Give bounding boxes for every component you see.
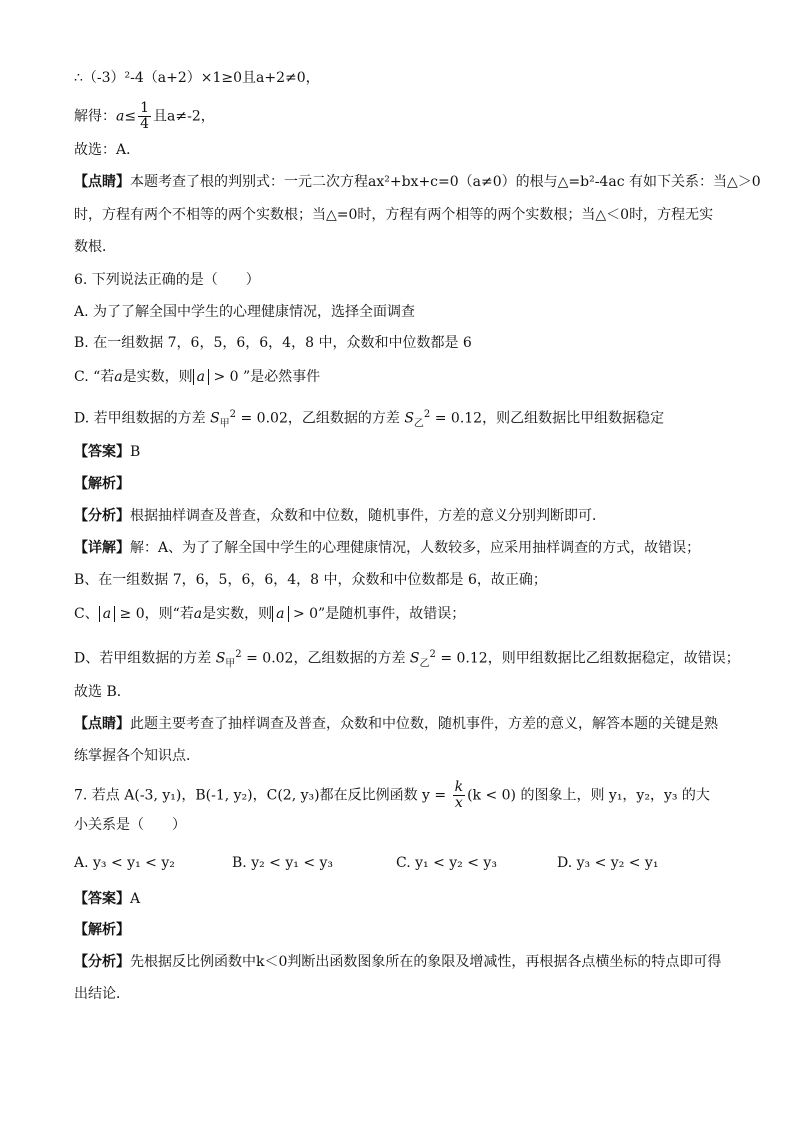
text-line [74, 538, 700, 558]
text: > 0 ”是必然事件 [209, 369, 321, 385]
tag-label: 【解析】 [74, 476, 130, 492]
text: 时，方程有两个不相等的两个实数根；当△=0时，方程有两个相等的两个实数根；当△＜0时，方程无实 [74, 207, 714, 223]
numerator: k [454, 779, 464, 795]
text: A. 为了了解全国中学生的心理健康情况，选择全面调查 [74, 304, 416, 320]
text: 故选 B． [74, 684, 131, 700]
text-line [74, 570, 547, 590]
tag-label: 【分析】 [74, 954, 130, 970]
text: 解：A、为了了解全国中学生的心理健康情况，人数较多，应采用抽样调查的方式，故错误； [130, 540, 701, 556]
question-7-stem [74, 780, 710, 811]
text: 小关系是（ ） [74, 817, 186, 833]
subscript: 甲 [225, 658, 236, 670]
option-a [74, 853, 175, 873]
analysis-tag [74, 474, 130, 494]
abs-value: a [99, 606, 115, 622]
text-line [74, 68, 320, 88]
tag-label: 【点睛】 [74, 716, 130, 732]
text: B、在一组数据 7，6，5，6，6，4，8 中，众数和中位数都是 6，故正确； [74, 572, 547, 588]
math-var: a [193, 606, 203, 622]
text: 根据抽样调查及普查，众数和中位数，随机事件，方差的意义分别判断即可． [130, 508, 606, 524]
option-d: D. 若甲组数据的方差 $S_甲^2 = 0.02$，乙组数据的方差 $S_乙^2 = 0.12$，则乙组数据比甲组数据稳定 [74, 409, 665, 430]
derivation-line: ∴（-3）²-4（a+2）×1≥0且a+2≠0， [74, 70, 320, 86]
denominator: x [454, 795, 463, 811]
text: D. 若甲组数据的方差 [74, 410, 211, 427]
text: > 0”是随机事件，故错误； [288, 606, 466, 622]
tag-label: 【答案】 [74, 444, 130, 460]
text: C、 [74, 606, 99, 622]
tag-label: 【答案】 [74, 891, 130, 907]
option-a [74, 302, 415, 322]
label: 解得： [74, 108, 116, 125]
math-symbol: ≤ [124, 108, 137, 125]
text: = 0.02，乙组数据的方差 [236, 410, 405, 427]
text: B. 在一组数据 7，6，5，6，6，4，8 中，众数和中位数都是 6 [74, 335, 472, 351]
text: ≥ 0，则“若 [115, 606, 194, 622]
analysis-tag [74, 920, 130, 940]
tag-label: 【点睛】 [74, 174, 130, 190]
text-line: D、若甲组数据的方差 $S_甲^2 = 0.02$，乙组数据的方差 $S_乙^2 = 0.12$，则甲组数据比乙组数据稳定，故错误； [74, 649, 740, 670]
numerator: 1 [140, 100, 150, 116]
text: C. “若 [74, 369, 115, 385]
subscript: 甲 [219, 418, 230, 430]
text: D. y₃ < y₂ < y₁ [557, 855, 659, 871]
text: A. y₃ < y₁ < y₂ [74, 855, 175, 871]
text-line [74, 604, 465, 624]
fraction [453, 780, 465, 811]
subscript: 乙 [419, 658, 430, 670]
answer-value: A [130, 891, 141, 907]
text: 先根据反比例函数中k＜0判断出函数图象所在的象限及增减性，再根据各点横坐标的特点即可得 [130, 954, 722, 970]
text: 6. 下列说法正确的是（ ） [74, 272, 260, 288]
text: 7. 若点 A(-3, y₁)，B(-1, y₂)，C(2, y₃)都在反比例函数 y = [74, 787, 451, 804]
answer-line [74, 442, 140, 462]
text-line [74, 714, 718, 734]
text: 此题主要考查了抽样调查及普查，众数和中位数，随机事件，方差的意义，解答本题的关键是熟 [130, 716, 718, 732]
text: (k < 0) 的图象上，则 y₁，y₂，y₃ 的大 [467, 787, 710, 804]
text-line [74, 984, 130, 1004]
subscript: 乙 [413, 418, 424, 430]
denominator: 4 [140, 116, 150, 132]
text-line [74, 205, 713, 225]
fraction [138, 101, 151, 132]
math-var: a [116, 108, 125, 125]
option-c [396, 853, 497, 873]
text: 故选：A． [74, 142, 141, 158]
text-line [74, 140, 140, 160]
text: 且a≠-2， [153, 108, 215, 125]
text-line [74, 815, 186, 835]
option-b [232, 853, 333, 873]
answer-value: B [130, 444, 141, 460]
tag-label: 【详解】 [74, 540, 130, 556]
text: C. y₁ < y₂ < y₃ [396, 855, 497, 871]
text-line [74, 952, 721, 972]
text: 是实数，则 [122, 369, 193, 385]
tag-label: 【解析】 [74, 922, 130, 938]
text: D、若甲组数据的方差 [74, 650, 216, 667]
abs-value: a [272, 606, 288, 622]
text: 是实数，则 [202, 606, 273, 622]
text-line [74, 172, 761, 192]
text-line [74, 682, 131, 702]
text-line [74, 506, 606, 526]
text: B. y₂ < y₁ < y₃ [232, 855, 334, 871]
text: = 0.12，则乙组数据比甲组数据稳定 [430, 410, 665, 427]
text: = 0.12，则甲组数据比乙组数据稳定，故错误； [435, 650, 740, 667]
text-line [74, 237, 116, 257]
abs-value: a [193, 369, 209, 385]
text-line [74, 746, 200, 766]
text: = 0.02，乙组数据的方差 [241, 650, 410, 667]
option-c [74, 367, 320, 387]
option-d [557, 853, 658, 873]
text: 出结论． [74, 986, 130, 1002]
option-b [74, 333, 472, 353]
answer-line [74, 889, 140, 909]
text: 本题考查了根的判别式：一元二次方程ax²+bx+c=0（a≠0）的根与△=b²-4ac 有如下关系：当△＞0 [130, 174, 761, 190]
text: 练掌握各个知识点． [74, 748, 200, 764]
text: 数根． [74, 239, 116, 255]
text-line [74, 101, 215, 132]
math-var: a [114, 369, 123, 385]
tag-label: 【分析】 [74, 508, 130, 524]
question-6-stem [74, 270, 260, 290]
